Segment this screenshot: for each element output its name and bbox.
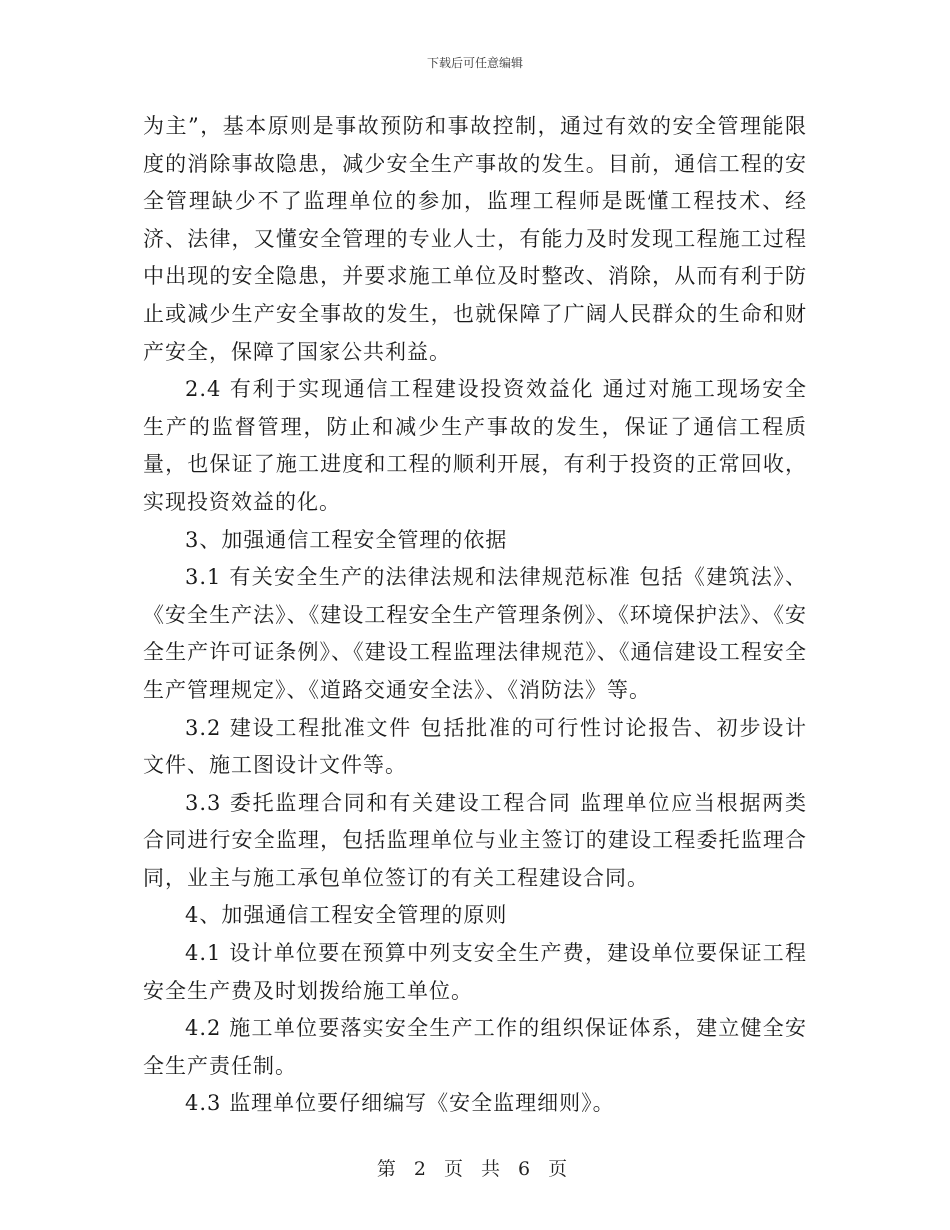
section-heading-3: 3、加强通信工程安全管理的依据	[185, 527, 508, 552]
paragraph-3-2: 3.2 建设工程批准文件 包括批准的可行性讨论报告、初步设计文件、施工图设计文件等。	[143, 715, 807, 778]
paragraph-4-2: 4.2 施工单位要落实安全生产工作的组织保证体系，建立健全安全生产责任制。	[143, 1016, 807, 1078]
document-body	[143, 108, 807, 1123]
section-heading-4: 4、加强通信工程安全管理的原则	[185, 903, 508, 928]
page-number-footer: 第 2 页 共 6 页	[376, 1158, 574, 1180]
paragraph-4-3: 4.3 监理单位要仔细编写《安全监理细则》。	[185, 1091, 615, 1116]
paragraph-2-4: 2.4 有利于实现通信工程建设投资效益化 通过对施工现场安全生产的监督管理，防止和减少生产事故的发生，保证了通信工程质量，也保证了施工进度和工程的顺利开展，有利于投资的正常回收，实现投资效益的化。	[143, 377, 807, 514]
paragraph-continuation: 为主”，基本原则是事故预防和事故控制，通过有效的安全管理能限度的消除事故隐患，减少安全生产事故的发生。目前，通信工程的安全管理缺少不了监理单位的参加，监理工程师是既懂工程技术、经济、法律，又懂安全管理的专业人士，有能力及时发现工程施工过程中出现的安全隐患，并要求施工单位及时整改、消除，从而有利于防止或减少生产安全事故的发生，也就保障了广阔人民群众的生命和财产安全，保障了国家公共利益。	[143, 114, 807, 364]
paragraph-4-1: 4.1 设计单位要在预算中列支安全生产费，建设单位要保证工程安全生产费及时划拨给施工单位。	[143, 941, 807, 1003]
paragraph-3-3: 3.3 委托监理合同和有关建设工程合同 监理单位应当根据两类合同进行安全监理，包括监理单位与业主签订的建设工程委托监理合同，业主与施工承包单位签订的有关工程建设合同。	[143, 790, 807, 890]
paragraph-3-1: 3.1 有关安全生产的法律法规和法律规范标准 包括《建筑法》、《安全生产法》、《建设工程安全生产管理条例》、《环境保护法》、《安全生产许可证条例》、《建设工程监理法律规范》、《通信建设工程安全生产管理规定》、《道路交通安全法》、《消防法》等。	[143, 565, 807, 702]
page-header: 下载后可任意编辑	[426, 56, 523, 70]
